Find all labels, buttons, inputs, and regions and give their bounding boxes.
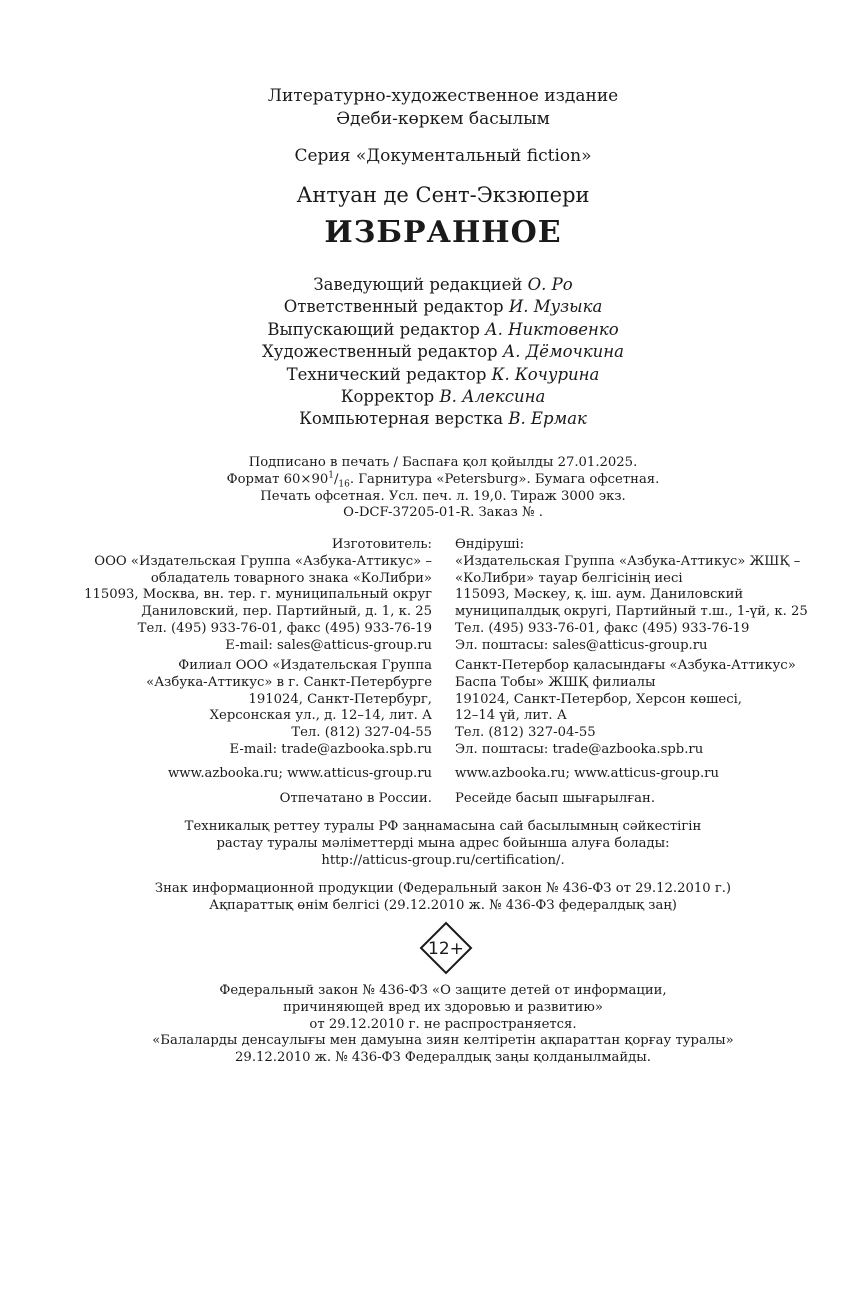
order-line: O-DCF-37205-01-R. Заказ № . (343, 505, 543, 521)
manufacturer-kz-email: Эл. поштасы: sales@atticus-group.ru (455, 637, 708, 653)
staff-name: И. Музыка (508, 297, 603, 317)
staff-role: Художественный редактор (261, 342, 498, 362)
staff-list (0, 274, 856, 431)
age-rating-diamond-icon (419, 921, 473, 975)
manufacturer-ru-line: Тел. (495) 933-76-01, факс (495) 933-76-19 (137, 620, 432, 636)
format-line (0, 472, 856, 489)
branch-ru-line: «Азбука-Аттикус» в г. Санкт-Петербурге (146, 674, 432, 690)
manufacturer-ru-email: E-mail: sales@atticus-group.ru (225, 637, 432, 653)
staff-name: К. Кочурина (491, 364, 600, 384)
certification-line: растау туралы мәліметтерді мына адрес бойынша алуға болады: (216, 835, 670, 851)
format-numerator: 1 (328, 470, 334, 481)
certification-line: Техникалық реттеу туралы РФ заңнамасына сай басылымның сәйкестігін (184, 819, 702, 834)
branch-ru-line: Филиал ООО «Издательская Группа (178, 658, 432, 673)
manufacturer-kz-line: Тел. (495) 933-76-01, факс (495) 933-76-19 (455, 620, 750, 636)
print-run-line: Печать офсетная. Усл. печ. л. 19,0. Тираж 3000 экз. (260, 488, 626, 504)
staff-name: О. Ро (527, 275, 573, 294)
branch-kz (455, 658, 796, 759)
staff-role: Ответственный редактор (283, 297, 504, 317)
printed-in-russia-kz: Ресейде басып шығарылған. (455, 791, 656, 806)
author-name: Антуан де Сент-Экзюпери (296, 183, 590, 207)
staff-line (0, 274, 856, 296)
staff-name: В. Алексина (439, 387, 546, 407)
signed-line: Подписано в печать / Баспаға қол қойылды 27.01.2025. (248, 455, 638, 470)
staff-role: Компьютерная верстка (299, 409, 504, 429)
staff-line (0, 341, 856, 363)
manufacturer-ru-heading: Изготовитель: (331, 537, 432, 552)
staff-role: Заведующий редакцией (313, 275, 523, 294)
branch-ru-line: Херсонская ул., д. 12–14, лит. А (209, 708, 432, 724)
info-sign-line: Ақпараттық өнім белгісі (29.12.2010 ж. № 436-ФЗ федералдық заң) (209, 897, 677, 913)
law-note-line: 29.12.2010 ж. № 436-ФЗ Федералдық заңы қолданылмайды. (235, 1050, 651, 1066)
manufacturer-kz-heading: Өндіруші: (455, 537, 525, 552)
format-slash: / (333, 471, 339, 487)
staff-line (0, 408, 856, 430)
staff-role: Выпускающий редактор (267, 319, 480, 339)
branch-kz-email: Эл. поштасы: trade@azbooka.spb.ru (455, 741, 704, 757)
law-note-line: причиняющей вред их здоровью и развитию» (283, 999, 603, 1015)
format-prefix: Формат 60×90 (226, 471, 329, 487)
law-note (0, 983, 856, 1067)
info-sign-line: Знак информационной продукции (Федеральный закон № 436-ФЗ от 29.12.2010 г.) (154, 881, 732, 896)
branch-ru-email: E-mail: trade@azbooka.spb.ru (229, 741, 432, 757)
certification-note (0, 819, 856, 869)
age-rating-badge (419, 921, 473, 975)
manufacturer-kz-line: муниципалдық округі, Партийный т.ш., 1-үй, к. 25 (455, 604, 808, 620)
edition-type-kz: Әдеби-көркем басылым (336, 109, 550, 129)
staff-name: А. Дёмочкина (502, 342, 625, 362)
manufacturer-ru (84, 537, 432, 655)
staff-role: Технический редактор (286, 364, 487, 384)
manufacturer-ru-line: ООО «Издательская Группа «Азбука-Аттикус» – (94, 553, 432, 569)
print-info (0, 455, 856, 522)
staff-name: А. Никтовенко (485, 319, 619, 339)
manufacturer-ru-line: Даниловский, пер. Партийный, д. 1, к. 25 (141, 604, 432, 620)
law-note-line: Федеральный закон № 436-ФЗ «О защите детей от информации, (219, 983, 667, 998)
staff-name: В. Ермак (508, 409, 587, 429)
edition-type-ru: Литературно-художественное издание (267, 86, 619, 106)
branch-ru-line: Тел. (812) 327-04-55 (291, 725, 432, 741)
manufacturer-kz-line: 115093, Мәскеу, қ. іш. аум. Даниловский (455, 587, 744, 603)
manufacturer-kz-line: «Издательская Группа «Азбука-Аттикус» ЖШҚ – (455, 553, 801, 569)
manufacturer-ru-line: 115093, Москва, вн. тер. г. муниципальный округ (84, 587, 432, 603)
age-rating-label: 12+ (428, 939, 464, 959)
staff-line (0, 296, 856, 318)
staff-line (0, 319, 856, 341)
law-note-line: «Балаларды денсаулығы мен дамуына зиян келтіретін ақпараттан қорғау туралы» (152, 1033, 734, 1049)
staff-line (0, 364, 856, 386)
certification-link[interactable]: http://atticus-group.ru/certification/. (321, 852, 565, 868)
branch-ru-line: 191024, Санкт-Петербург, (248, 691, 432, 707)
info-sign-note (0, 881, 856, 915)
branch-kz-line: Санкт-Петербор қаласындағы «Азбука-Аттикус» (455, 658, 796, 673)
staff-line (0, 386, 856, 408)
printed-in-russia-ru: Отпечатано в России. (279, 791, 432, 806)
book-title: ИЗБРАННОЕ (324, 215, 562, 250)
staff-role: Корректор (340, 387, 435, 407)
websites-ru[interactable]: www.azbooka.ru; www.atticus-group.ru (168, 766, 432, 781)
series-line: Серия «Документальный fiction» (294, 146, 592, 166)
manufacturer-kz-line: «КоЛибри» тауар белгісінің иесі (455, 570, 683, 586)
branch-ru (146, 658, 432, 759)
branch-kz-line: Баспа Тобы» ЖШҚ филиалы (455, 674, 656, 690)
manufacturer-kz (455, 537, 808, 655)
law-note-line: от 29.12.2010 г. не распространяется. (309, 1016, 577, 1032)
websites-kz[interactable]: www.azbooka.ru; www.atticus-group.ru (455, 766, 719, 781)
branch-kz-line: 191024, Санкт-Петербор, Херсон көшесі, (455, 691, 742, 707)
branch-kz-line: Тел. (812) 327-04-55 (455, 725, 596, 741)
manufacturer-ru-line: обладатель товарного знака «КоЛибри» (150, 570, 432, 586)
format-suffix: . Гарнитура «Petersburg». Бумага офсетная. (349, 471, 660, 487)
format-denominator: 16 (338, 479, 350, 490)
branch-kz-line: 12–14 үй, лит. А (455, 708, 567, 724)
